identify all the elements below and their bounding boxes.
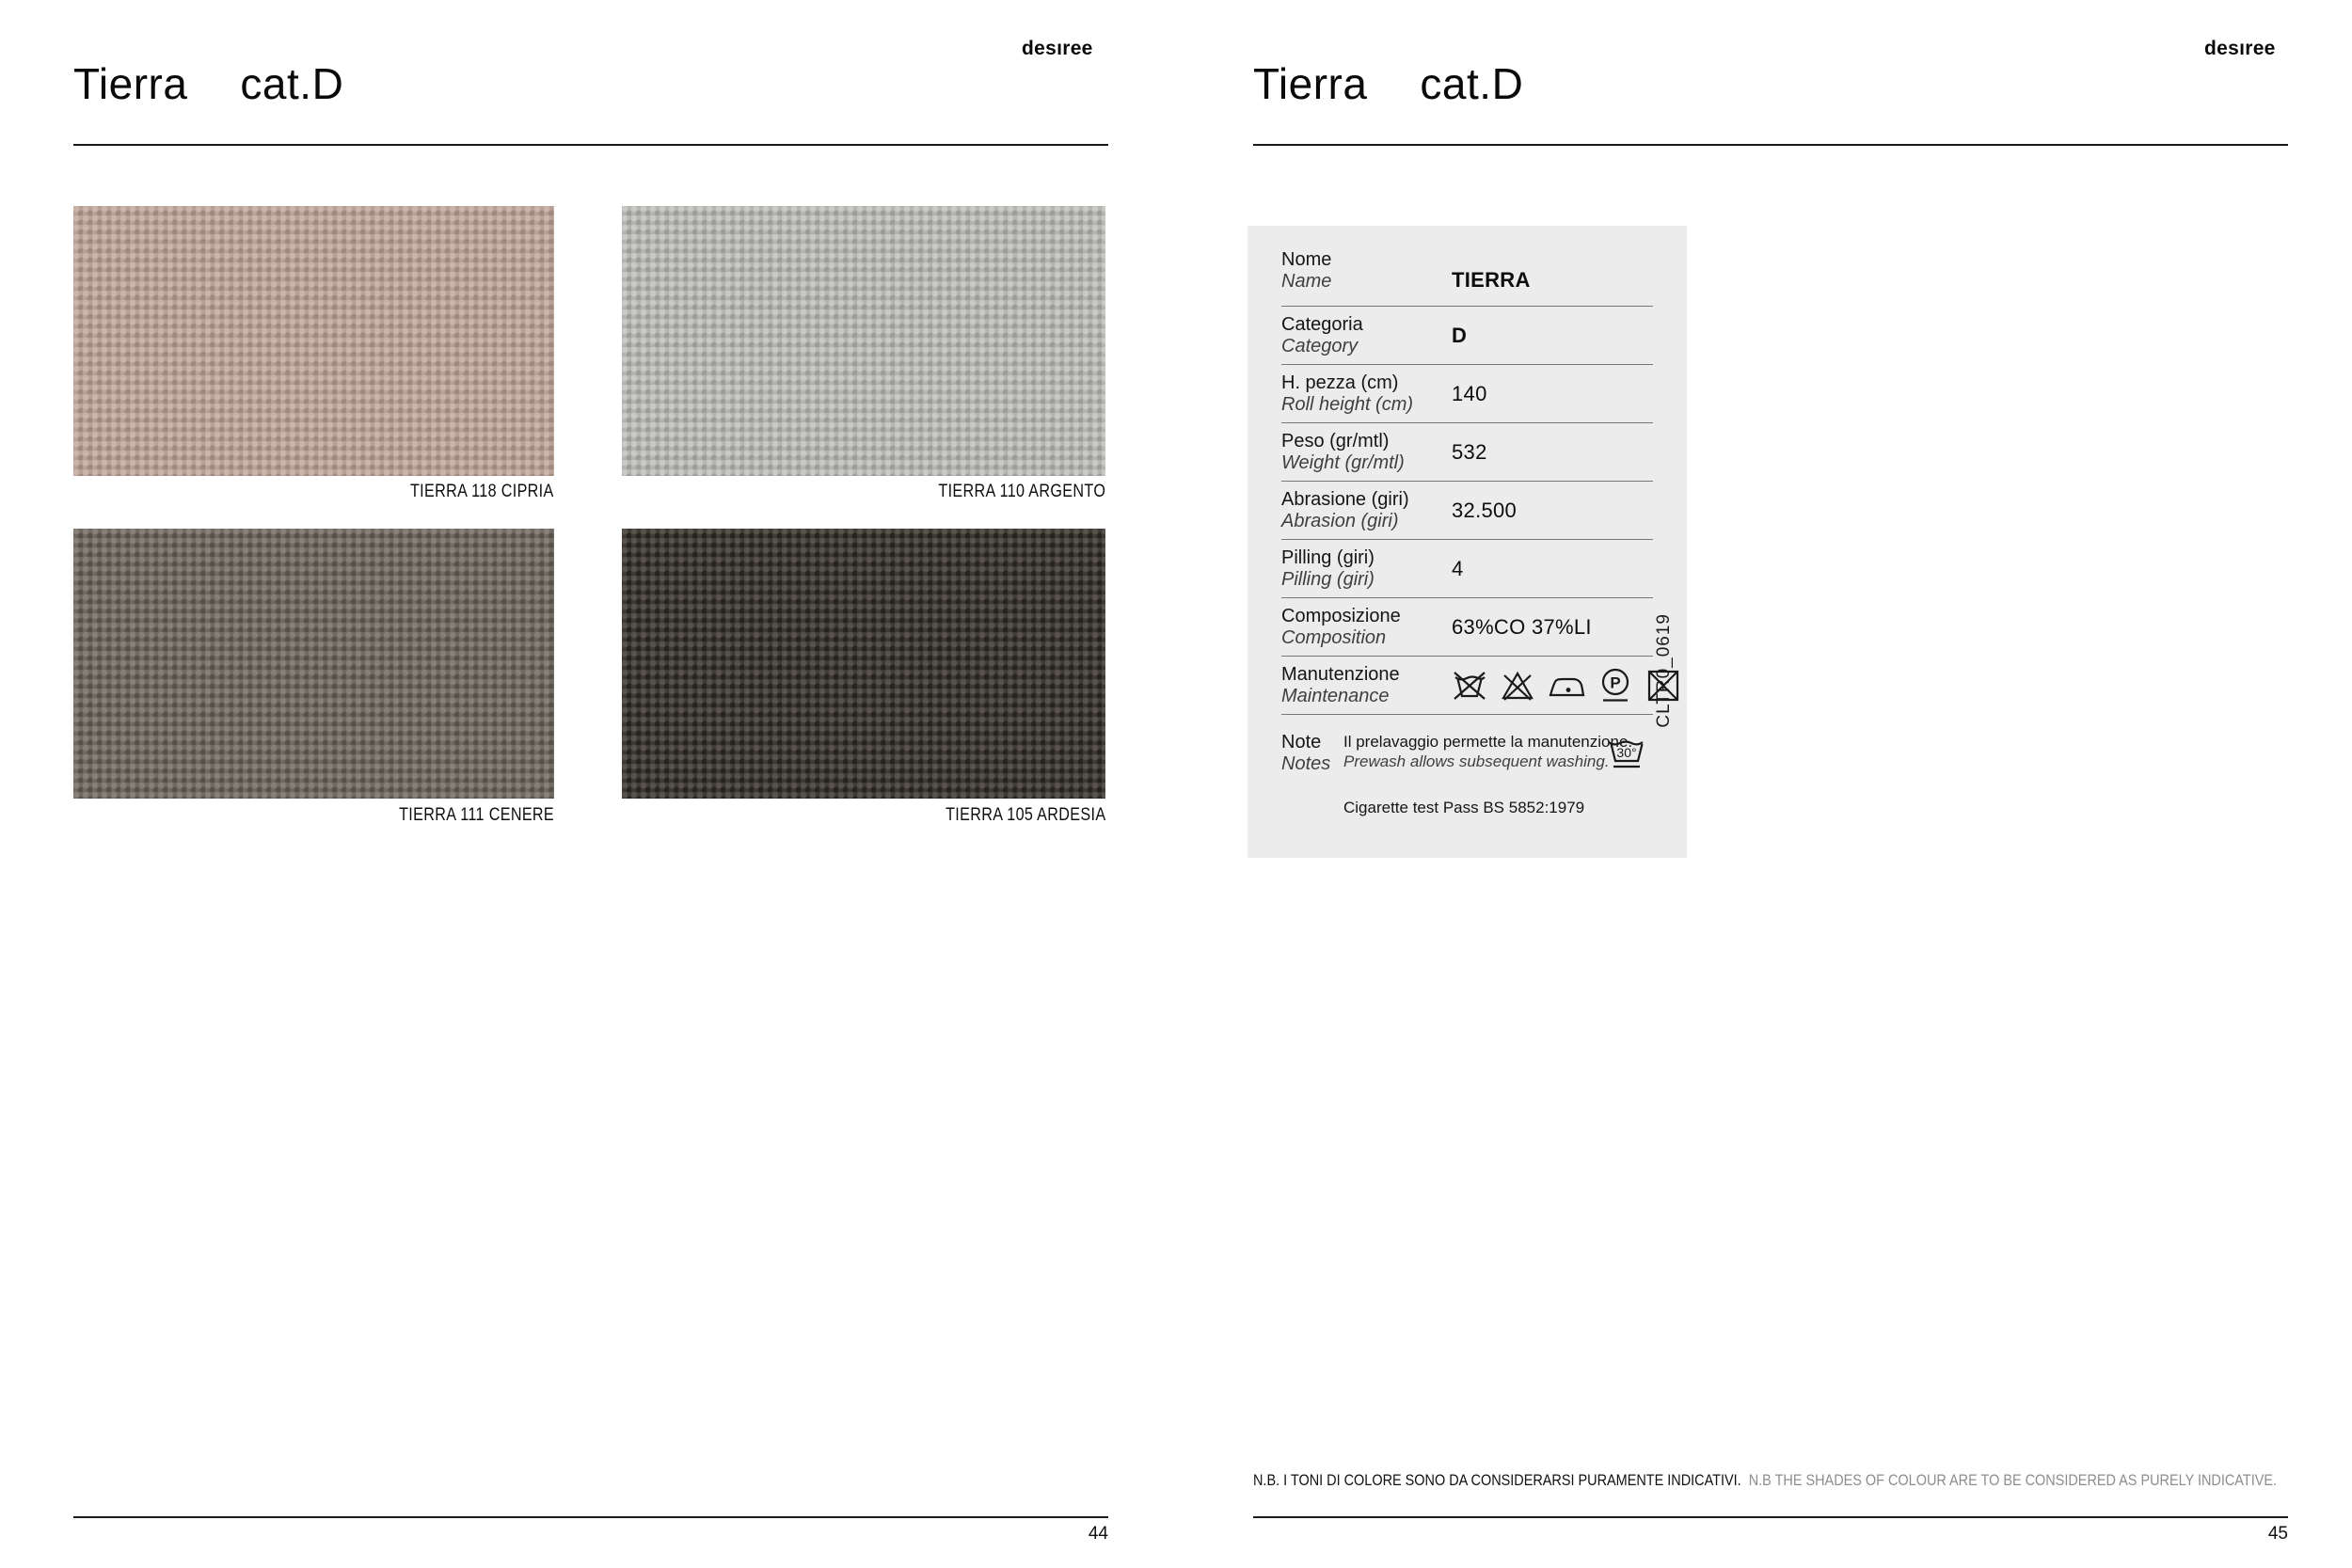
left-title-category: cat.D <box>240 59 344 108</box>
right-header-rule <box>1253 144 2288 146</box>
swatch-label-cenere: TIERRA 111 CENERE <box>399 805 554 825</box>
do-not-wash-icon <box>1452 669 1487 703</box>
spec-label-it: Peso (gr/mtl) <box>1281 430 1390 451</box>
swatch-label-argento: TIERRA 110 ARGENTO <box>938 482 1105 501</box>
spec-row-abrasione <box>1281 481 1653 539</box>
spec-row-h-pezza <box>1281 364 1653 422</box>
spec-row-manutenzione <box>1281 656 1653 714</box>
right-page-title <box>1253 58 1523 109</box>
wash-30-icon <box>1607 734 1650 778</box>
footnote-english: N.B THE SHADES OF COLOUR ARE TO BE CONSIDERED AS PURELY INDICATIVE. <box>1748 1471 2277 1489</box>
swatch-label-wrap <box>73 805 554 826</box>
swatch-label-wrap <box>622 805 1105 826</box>
swatch-label-cipria: TIERRA 118 CIPRIA <box>410 482 554 501</box>
iron-one-dot-icon <box>1548 669 1585 703</box>
spec-label-it: Pilling (giri) <box>1281 546 1375 568</box>
spec-label <box>1281 372 1452 416</box>
care-icons <box>1452 668 1681 704</box>
spec-label-it: Note <box>1281 732 1322 752</box>
spec-row-note <box>1281 714 1653 852</box>
spec-row-composizione <box>1281 597 1653 656</box>
spec-value-composition: 63%CO 37%LI <box>1452 614 1592 639</box>
left-footer-rule <box>73 1516 1108 1518</box>
spec-label-it: Composizione <box>1281 605 1401 626</box>
spec-value-pilling: 4 <box>1452 556 1464 580</box>
right-page-number: 45 <box>2267 1524 2288 1544</box>
right-title-category: cat.D <box>1420 59 1524 108</box>
footnote <box>1253 1471 2352 1490</box>
spec-label-en: Maintenance <box>1281 685 1390 706</box>
left-title-name: Tierra <box>73 59 188 108</box>
spec-label-en: Roll height (cm) <box>1281 393 1414 415</box>
spec-table <box>1248 226 1687 858</box>
spec-row-pilling <box>1281 539 1653 597</box>
spec-label-it: Manutenzione <box>1281 663 1400 685</box>
footnote-italian: N.B. I TONI DI COLORE SONO DA CONSIDERARSI PURAMENTE INDICATIVI. <box>1253 1471 1741 1489</box>
spec-label <box>1281 314 1452 357</box>
spec-label <box>1281 732 1343 775</box>
spec-label <box>1281 249 1452 293</box>
dry-clean-letter: P <box>1610 673 1621 691</box>
spec-value-abrasion: 32.500 <box>1452 498 1518 522</box>
brand-logo-left: desıree <box>1022 38 1093 59</box>
right-title-name: Tierra <box>1253 59 1368 108</box>
note-content <box>1343 732 1632 817</box>
spec-label <box>1281 431 1452 474</box>
right-footer-rule <box>1253 1516 2288 1518</box>
spec-row-categoria <box>1281 306 1653 364</box>
spec-label-it: Categoria <box>1281 313 1363 335</box>
spec-value-weight: 532 <box>1452 439 1487 464</box>
spec-label <box>1281 664 1452 707</box>
cigarette-test-note: Cigarette test Pass BS 5852:1979 <box>1343 798 1585 816</box>
spec-label-en: Abrasion (giri) <box>1281 510 1399 531</box>
spec-label-it: Abrasione (giri) <box>1281 488 1409 510</box>
swatch-label-wrap <box>622 482 1105 502</box>
spec-label-en: Pilling (giri) <box>1281 568 1375 590</box>
side-code: CLTR0_0619 <box>1654 613 1674 728</box>
spec-value-roll-height: 140 <box>1452 381 1487 405</box>
spec-label-it: H. pezza (cm) <box>1281 372 1399 393</box>
spec-label-en: Name <box>1281 271 1332 292</box>
brand-logo-right: desıree <box>2204 38 2276 59</box>
spec-label <box>1281 606 1452 649</box>
spec-row-nome <box>1281 226 1653 306</box>
wash-temp-label: 30° <box>1616 745 1637 760</box>
spec-label-en: Weight (gr/mtl) <box>1281 451 1405 473</box>
left-header-rule <box>73 144 1108 146</box>
spec-label-en: Composition <box>1281 626 1387 648</box>
swatch-label-wrap <box>73 482 554 502</box>
spec-value-category: D <box>1452 323 1468 347</box>
swatch-tierra-118-cipria <box>73 206 554 476</box>
swatch-label-ardesia: TIERRA 105 ARDESIA <box>945 805 1105 825</box>
dry-clean-p-icon <box>1597 668 1633 704</box>
note-text-italian: Il prelavaggio permette la manutenzione. <box>1343 733 1633 751</box>
spec-row-peso <box>1281 422 1653 481</box>
do-not-bleach-icon <box>1500 669 1535 703</box>
note-text-english: Prewash allows subsequent washing. <box>1343 752 1610 771</box>
swatch-tierra-111-cenere <box>73 529 554 799</box>
spec-label <box>1281 489 1452 532</box>
spec-label <box>1281 547 1452 591</box>
spec-label-en: Notes <box>1281 753 1331 774</box>
spec-value-name: TIERRA <box>1452 268 1531 292</box>
left-page-title <box>73 58 343 109</box>
spec-label-it: Nome <box>1281 249 1332 270</box>
left-page-number: 44 <box>1088 1524 1108 1544</box>
swatch-tierra-105-ardesia <box>622 529 1105 799</box>
spec-label-en: Category <box>1281 335 1359 356</box>
swatch-tierra-110-argento <box>622 206 1105 476</box>
